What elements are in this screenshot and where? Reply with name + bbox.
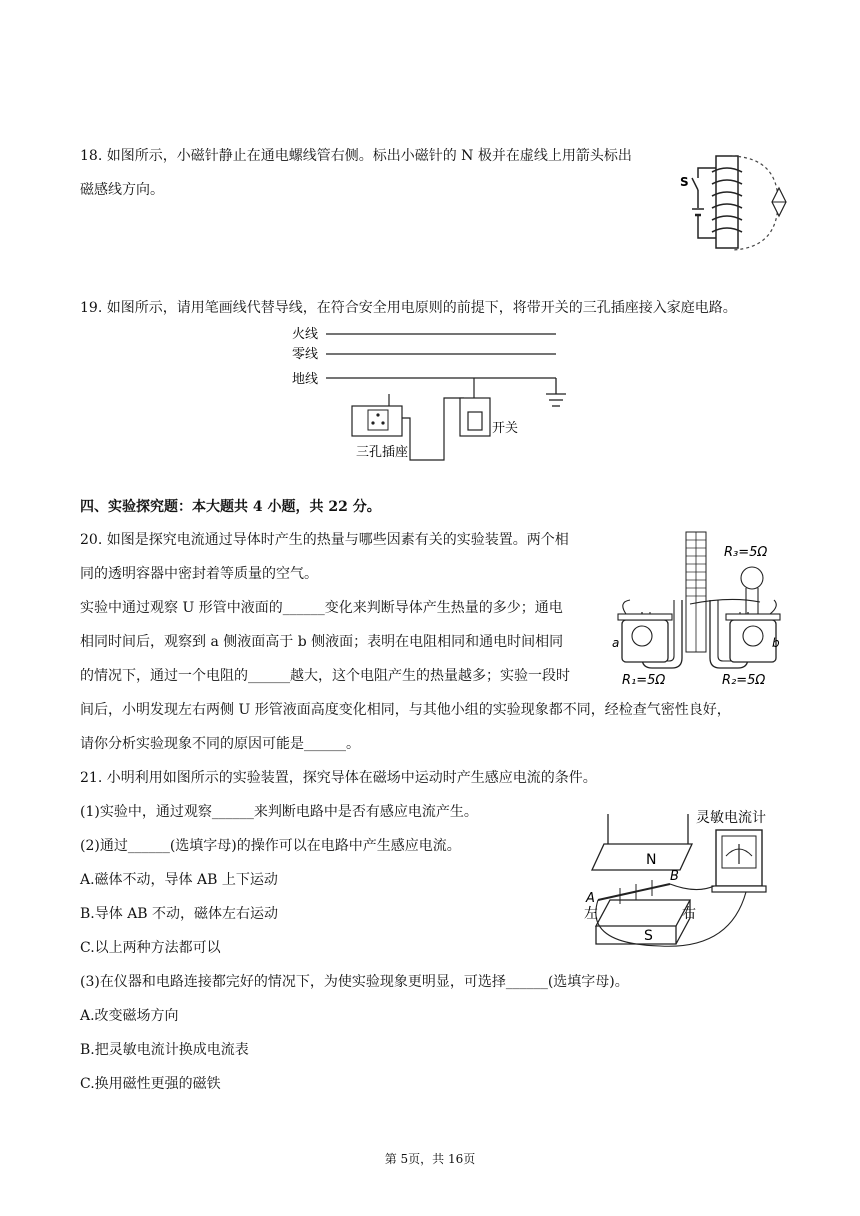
q21-option-a2: A.改变磁场方向 [80,1008,179,1024]
q21-line-1: 21. 小明利用如图所示的实验装置，探究导体在磁场中运动时产生感应电流的条件。 [80,770,597,786]
solenoid-figure [676,150,792,260]
page-footer: 第 5页，共 16页 [384,1152,476,1166]
right-label: 右 [682,906,696,922]
q21-line-3: (2)通过______(选填字母)的操作可以在电路中产生感应电流。 [80,838,461,854]
neutral-wire-label: 零线 [292,347,319,362]
r1-label: R₁=5Ω [622,673,666,688]
joule-heat-apparatus-figure [610,530,782,690]
q20-line-5: 的情况下，通过一个电阻的______越大，这个电阻产生的热量越多；实验一段时 [80,668,570,684]
q20-line-3: 实验中通过观察 U 形管中液面的______变化来判断导体产生热量的多少；通电 [80,600,563,616]
q20-line-2: 同的透明容器中密封着等质量的空气。 [80,566,318,582]
north-pole-label: N [646,852,657,868]
induction-experiment-figure [580,804,790,954]
q20-line-1: 20. 如图是探究电流通过导体时产生的热量与哪些因素有关的实验装置。两个相 [80,532,569,548]
galvanometer-label: 灵敏电流计 [696,810,766,826]
label-a: a [612,636,620,650]
socket-label: 三孔插座 [356,445,409,460]
q18-line-1: 18. 如图所示，小磁针静止在通电螺线管右侧。标出小磁针的 N 极并在虚线上用箭头标出 [80,148,632,164]
left-label: 左 [584,906,598,922]
q21-option-a: A.磁体不动，导体 AB 上下运动 [80,872,278,888]
q21-option-b: B.导体 AB 不动，磁体左右运动 [80,906,279,922]
switch-box-label: 开关 [492,421,519,436]
household-circuit-figure [288,322,578,466]
q19-line-1: 19. 如图所示，请用笔画线代替导线，在符合安全用电原则的前提下，将带开关的三孔插座接入家庭电路。 [80,300,737,316]
switch-label: S [680,175,689,189]
q20-line-7: 请你分析实验现象不同的原因可能是______。 [80,736,360,752]
q18-line-2: 磁感线方向。 [80,182,164,198]
ground-wire-label: 地线 [292,372,319,387]
q21-option-b2: B.把灵敏电流计换成电流表 [80,1042,249,1058]
south-pole-label: S [644,928,653,944]
live-wire-label: 火线 [292,327,319,342]
point-a-label: A [586,891,595,906]
point-b-label: B [670,869,679,884]
q21-line-4: (3)在仪器和电路连接都完好的情况下，为使实验现象更明显，可选择______(选填字母)。 [80,974,629,990]
label-b: b [772,636,780,650]
r2-label: R₂=5Ω [722,673,766,688]
q21-line-2: (1)实验中，通过观察______来判断电路中是否有感应电流产生。 [80,804,478,820]
section-heading: 四、实验探究题：本大题共 4 小题，共 22 分。 [80,499,381,515]
r3-label: R₃=5Ω [724,545,768,560]
q20-line-4: 相同时间后，观察到 a 侧液面高于 b 侧液面；表明在电阻相同和通电时间相同 [80,634,564,650]
q21-option-c2: C.换用磁性更强的磁铁 [80,1076,221,1092]
q21-option-c: C.以上两种方法都可以 [80,940,221,956]
q20-line-6: 间后，小明发现左右两侧 U 形管液面高度变化相同，与其他小组的实验现象都不同，经检查气密性良好， [80,702,731,718]
